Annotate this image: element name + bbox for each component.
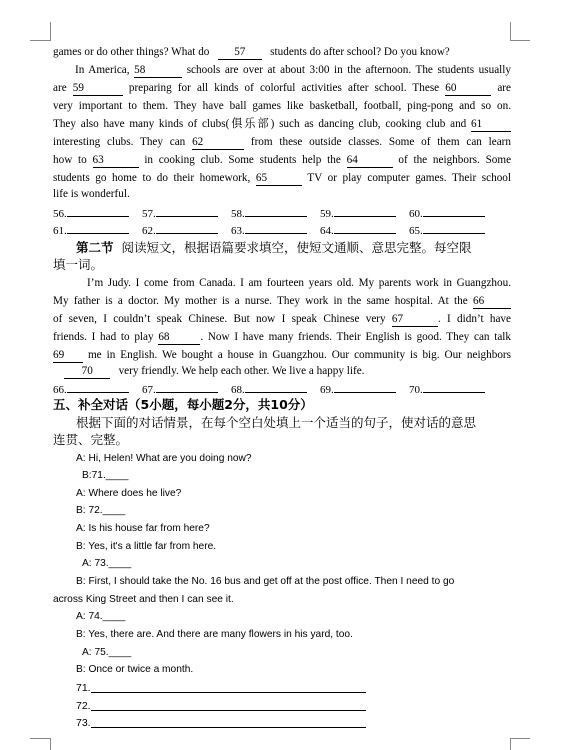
crop-mark-bottom-left-v — [50, 738, 51, 750]
write-line-72[interactable]: 72. — [76, 699, 376, 713]
dialogue-line: B: Yes, there are. And there are many flowers in his yard, too. — [76, 629, 353, 640]
dialogue-line: A: Hi, Helen! What are you doing now? — [76, 453, 252, 464]
crop-mark-bottom-right-v — [510, 738, 511, 750]
dialogue-line: A: 74.____ — [76, 611, 126, 622]
dialogue-line: A: Where does he live? — [76, 488, 182, 499]
dialogue-line: across King Street and then I can see it. — [53, 594, 234, 605]
blank-66[interactable]: 66 — [473, 295, 511, 309]
section5-instruction: 根据下面的对话情景，在每个空白处填上一个适当的句子，使对话的意思 — [76, 415, 477, 430]
answer-61[interactable]: 61. — [53, 222, 129, 238]
blank-63[interactable]: 63 — [93, 154, 139, 168]
crop-mark-top-right — [510, 40, 530, 41]
answer-row-66-70 — [53, 381, 511, 395]
blank-69[interactable]: 69 — [53, 349, 83, 363]
dialogue-line: A: 75.____ — [82, 647, 132, 658]
crop-mark-top-left-v — [50, 22, 51, 41]
passage2-line6: 70 very friendly. We help each other. We live a happy life. — [53, 363, 511, 380]
answer-row-56-60 — [53, 205, 511, 219]
passage1-line9: life is wonderful. — [53, 188, 130, 200]
blank-70[interactable]: 70 — [64, 365, 110, 379]
blank-67[interactable]: 67 — [392, 313, 438, 327]
passage1-line1: games or do other things? What do 57 students do after school? Do you know? — [53, 46, 450, 58]
section2-instruction: 第二节 阅读短文，根据语篇要求填空，使短文通顺、意思完整。每空限 — [76, 240, 472, 255]
passage2-line3: of seven, I couldn’t speak Chinese. But now I speak Chinese very 67 . I didn’t have — [53, 313, 511, 325]
dialogue-line: B: Yes, it's a little far from here. — [76, 541, 217, 552]
answer-row-61-65 — [53, 222, 511, 236]
section5-heading: 五、补全对话（5小题，每小题2分，共10分） — [53, 397, 313, 412]
answer-66[interactable]: 66. — [53, 381, 129, 397]
write-line-71[interactable]: 71. — [76, 681, 376, 695]
answer-57[interactable]: 57. — [142, 205, 218, 221]
passage2-line2: My father is a doctor. My mother is a nurse. They work in the same hospital. At the 66 — [53, 293, 511, 310]
crop-mark-bottom-left — [30, 738, 50, 739]
blank-61[interactable]: 61 — [471, 118, 511, 132]
passage1-line3: are 59 preparing for all kinds of colorful activities after school. These 60 are — [53, 82, 512, 94]
crop-mark-top-left — [30, 40, 50, 41]
section2-instruction-cont: 填一词。 — [53, 257, 104, 272]
answer-59[interactable]: 59. — [320, 205, 396, 221]
answer-69[interactable]: 69. — [320, 381, 396, 397]
passage1-line5: They also have many kinds of clubs(俱乐部) such as dancing club, cooking club and 61 — [53, 116, 511, 133]
passage2-line1: I’m Judy. I come from Canada. I am fourteen years old. My parents work in Guangzhou. — [87, 277, 511, 289]
blank-58[interactable]: 58 — [134, 64, 182, 78]
dialogue-line: B: First, I should take the No. 16 bus and get off at the post office. Then I need to go — [76, 576, 455, 587]
crop-mark-bottom-right — [510, 738, 530, 739]
passage2-line4: friends. I had to play 68 . Now I have many friends. Their English is good. They can talk — [53, 331, 512, 343]
answer-65[interactable]: 65. — [409, 222, 485, 238]
section5-instruction-cont: 连贯、完整。 — [53, 432, 129, 447]
dialogue-line: A: Is his house far from here? — [76, 523, 210, 534]
dialogue-line: B: 72.____ — [76, 505, 126, 516]
blank-65[interactable]: 65 — [256, 172, 302, 186]
dialogue-line: A: 73.____ — [82, 558, 132, 569]
blank-68[interactable]: 68 — [158, 331, 200, 345]
passage1-line7: how to 63 in cooking club. Some students help the 64 of the neighbors. Some — [53, 154, 512, 166]
crop-mark-top-right-v — [510, 22, 511, 41]
passage1-line8: students go home to do their homework, 65 TV or play computer games. Their school — [53, 172, 511, 184]
dialogue-line: B: Once or twice a month. — [76, 664, 194, 675]
answer-56[interactable]: 56. — [53, 205, 129, 221]
passage1-line6: interesting clubs. They can 62 from these outside classes. Some of them can learn — [53, 136, 512, 148]
answer-62[interactable]: 62. — [142, 222, 218, 238]
dialogue-line: B:71.____ — [82, 470, 129, 481]
blank-57[interactable]: 57 — [218, 46, 262, 60]
passage1-line2: In America, 58 schools are over at about 3:00 in the afternoon. The students usually — [75, 64, 511, 76]
write-line-73[interactable]: 73. — [76, 716, 376, 730]
answer-70[interactable]: 70. — [409, 381, 485, 397]
answer-67[interactable]: 67. — [142, 381, 218, 397]
passage1-line4: very important to them. They have ball games like basketball, football, ping-pong and so on. — [53, 100, 511, 112]
answer-68[interactable]: 68. — [231, 381, 307, 397]
blank-59[interactable]: 59 — [73, 82, 123, 96]
blank-60[interactable]: 60 — [445, 82, 491, 96]
answer-60[interactable]: 60. — [409, 205, 485, 221]
answer-58[interactable]: 58. — [231, 205, 307, 221]
passage2-line5: 69 me in English. We bought a house in Guangzhou. Our community is big. Our neighbors — [53, 349, 512, 361]
answer-64[interactable]: 64. — [320, 222, 396, 238]
blank-64[interactable]: 64 — [347, 154, 393, 168]
answer-63[interactable]: 63. — [231, 222, 307, 238]
section2-heading: 第二节 — [76, 240, 114, 255]
blank-62[interactable]: 62 — [192, 136, 244, 150]
